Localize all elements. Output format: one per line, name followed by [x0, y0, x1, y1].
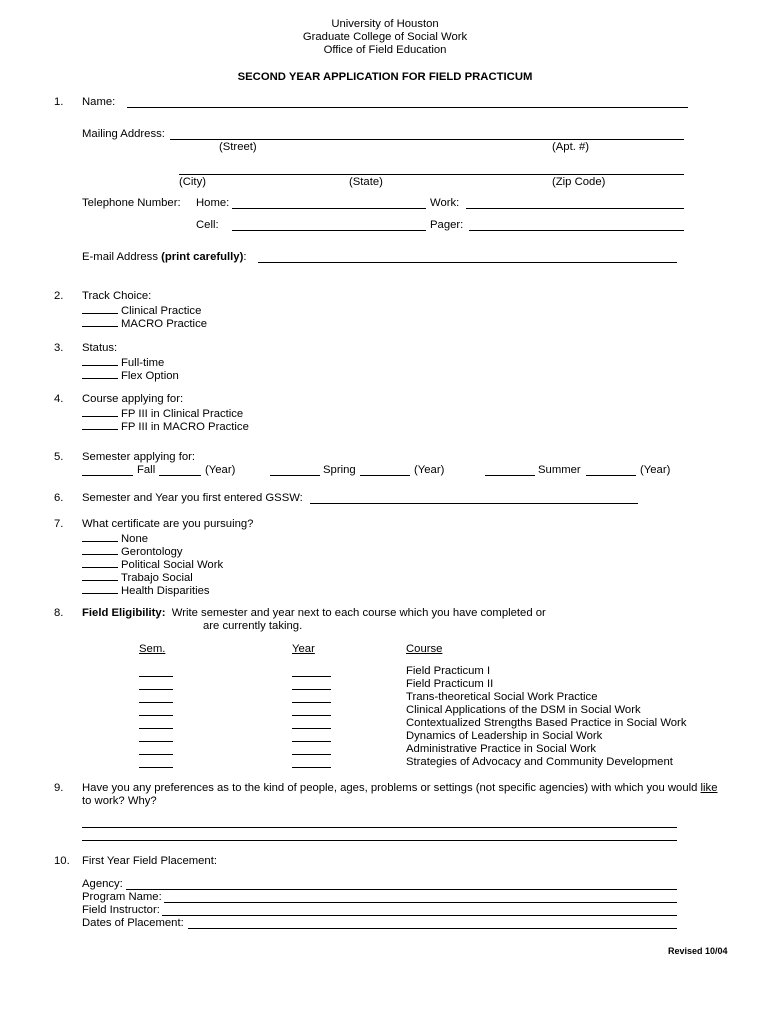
- check-blank[interactable]: [82, 570, 118, 581]
- check-blank[interactable]: [82, 531, 118, 542]
- q7-number: 7.: [54, 518, 64, 530]
- q1-number: 1.: [54, 96, 64, 108]
- field-instructor-field[interactable]: [162, 915, 677, 916]
- q4-number: 4.: [54, 393, 64, 405]
- sem-blank[interactable]: [139, 728, 173, 729]
- status-label: Status:: [82, 342, 118, 354]
- q5-number: 5.: [54, 451, 64, 463]
- field-eligibility-label-cont: are currently taking.: [203, 620, 303, 632]
- summer-year-label: (Year): [640, 464, 671, 476]
- cell-phone-label: Cell:: [196, 219, 219, 231]
- home-phone-field[interactable]: [232, 208, 426, 209]
- fall-label: Fall: [137, 464, 156, 476]
- course-item: Trans-theoretical Social Work Practice: [406, 691, 598, 703]
- year-blank[interactable]: [292, 676, 331, 677]
- status-option-flex[interactable]: Flex Option: [82, 368, 179, 383]
- course-item: Administrative Practice in Social Work: [406, 743, 597, 755]
- preferences-answer-line[interactable]: [82, 840, 677, 841]
- sem-blank[interactable]: [139, 741, 173, 742]
- certificate-option-gerontology[interactable]: Gerontology: [82, 544, 183, 559]
- course-item: Dynamics of Leadership in Social Work: [406, 730, 603, 742]
- course-column-header: Course: [406, 643, 443, 655]
- certificate-option-health[interactable]: Health Disparities: [82, 583, 210, 598]
- city-caption: (City): [179, 176, 206, 188]
- agency-label: Agency:: [82, 878, 123, 890]
- program-name-field[interactable]: [164, 902, 677, 903]
- pager-field[interactable]: [469, 230, 684, 231]
- spring-year-blank[interactable]: [360, 475, 410, 476]
- spring-blank[interactable]: [270, 475, 320, 476]
- year-blank[interactable]: [292, 689, 331, 690]
- first-entered-label: Semester and Year you first entered GSSW:: [82, 492, 303, 504]
- first-entered-field[interactable]: [310, 503, 638, 504]
- zip-caption: (Zip Code): [552, 176, 606, 188]
- year-blank[interactable]: [292, 728, 331, 729]
- track-option-clinical[interactable]: Clinical Practice: [82, 303, 201, 318]
- year-blank[interactable]: [292, 702, 331, 703]
- agency-field[interactable]: [126, 889, 677, 890]
- sem-blank[interactable]: [139, 754, 173, 755]
- office-name: Office of Field Education: [323, 44, 447, 56]
- certificate-label: What certificate are you pursuing?: [82, 518, 254, 530]
- check-blank[interactable]: [82, 355, 118, 366]
- college-name: Graduate College of Social Work: [302, 31, 468, 43]
- check-blank[interactable]: [82, 368, 118, 379]
- sem-blank[interactable]: [139, 767, 173, 768]
- preferences-answer-line[interactable]: [82, 827, 677, 828]
- sem-blank[interactable]: [139, 702, 173, 703]
- state-caption: (State): [349, 176, 383, 188]
- sem-column-header: Sem.: [139, 643, 166, 655]
- check-blank[interactable]: [82, 406, 118, 417]
- course-item: Field Practicum II: [406, 678, 494, 690]
- course-item: Contextualized Strengths Based Practice in Social Work: [406, 717, 687, 729]
- fall-blank[interactable]: [82, 475, 133, 476]
- home-phone-label: Home:: [196, 197, 230, 209]
- certificate-option-trabajo[interactable]: Trabajo Social: [82, 570, 193, 585]
- check-blank[interactable]: [82, 544, 118, 555]
- revision-date: Revised 10/04: [668, 946, 728, 956]
- year-blank[interactable]: [292, 754, 331, 755]
- sem-blank[interactable]: [139, 676, 173, 677]
- q6-number: 6.: [54, 492, 64, 504]
- track-option-macro[interactable]: MACRO Practice: [82, 316, 207, 331]
- summer-label: Summer: [538, 464, 581, 476]
- mailing-address-label: Mailing Address:: [82, 128, 165, 140]
- apt-caption: (Apt. #): [552, 141, 590, 153]
- check-blank[interactable]: [82, 303, 118, 314]
- fall-year-blank[interactable]: [159, 475, 201, 476]
- dates-of-placement-label: Dates of Placement:: [82, 917, 184, 929]
- q3-number: 3.: [54, 342, 64, 354]
- certificate-option-political[interactable]: Political Social Work: [82, 557, 223, 572]
- course-applying-label: Course applying for:: [82, 393, 184, 405]
- street-field[interactable]: [170, 139, 684, 140]
- dates-of-placement-field[interactable]: [188, 928, 677, 929]
- field-instructor-label: Field Instructor:: [82, 904, 160, 916]
- course-option-macro[interactable]: FP III in MACRO Practice: [82, 419, 249, 434]
- course-item: Field Practicum I: [406, 665, 491, 677]
- q9-number: 9.: [54, 782, 64, 794]
- year-blank[interactable]: [292, 741, 331, 742]
- university-name: University of Houston: [331, 18, 439, 30]
- year-blank[interactable]: [292, 767, 331, 768]
- semester-applying-label: Semester applying for:: [82, 451, 196, 463]
- q8-number: 8.: [54, 607, 64, 619]
- street-caption: (Street): [219, 141, 257, 153]
- work-phone-label: Work:: [430, 197, 460, 209]
- year-blank[interactable]: [292, 715, 331, 716]
- course-option-clinical[interactable]: FP III in Clinical Practice: [82, 406, 243, 421]
- form-title: SECOND YEAR APPLICATION FOR FIELD PRACTICUM: [237, 71, 533, 83]
- first-year-placement-label: First Year Field Placement:: [82, 855, 217, 867]
- certificate-option-none[interactable]: None: [82, 531, 148, 546]
- check-blank[interactable]: [82, 583, 118, 594]
- work-phone-field[interactable]: [466, 208, 684, 209]
- course-item: Clinical Applications of the DSM in Social Work: [406, 704, 641, 716]
- fall-year-label: (Year): [205, 464, 236, 476]
- name-field[interactable]: [127, 107, 688, 108]
- field-eligibility-label: Field Eligibility: Write semester and year next to each course which you have completed or: [82, 607, 546, 619]
- email-field[interactable]: [258, 262, 677, 263]
- q10-number: 10.: [54, 855, 70, 867]
- q2-number: 2.: [54, 290, 64, 302]
- track-choice-label: Track Choice:: [82, 290, 152, 302]
- preferences-question-cont: to work? Why?: [82, 795, 157, 807]
- check-blank[interactable]: [82, 316, 118, 327]
- summer-year-blank[interactable]: [586, 475, 636, 476]
- summer-blank[interactable]: [485, 475, 535, 476]
- email-label: E-mail Address (print carefully):: [82, 251, 247, 263]
- status-option-fulltime[interactable]: Full-time: [82, 355, 164, 370]
- telephone-label: Telephone Number:: [82, 197, 181, 209]
- spring-year-label: (Year): [414, 464, 445, 476]
- check-blank[interactable]: [82, 557, 118, 568]
- course-item: Strategies of Advocacy and Community Development: [406, 756, 673, 768]
- preferences-question: Have you any preferences as to the kind of people, ages, problems or settings (not specific agencies) with which you would like: [82, 782, 718, 794]
- cell-phone-field[interactable]: [232, 230, 426, 231]
- city-state-zip-field[interactable]: [179, 174, 684, 175]
- program-name-label: Program Name:: [82, 891, 162, 903]
- name-label: Name:: [82, 96, 116, 108]
- sem-blank[interactable]: [139, 715, 173, 716]
- pager-label: Pager:: [430, 219, 464, 231]
- sem-blank[interactable]: [139, 689, 173, 690]
- year-column-header: Year: [292, 643, 315, 655]
- spring-label: Spring: [323, 464, 356, 476]
- check-blank[interactable]: [82, 419, 118, 430]
